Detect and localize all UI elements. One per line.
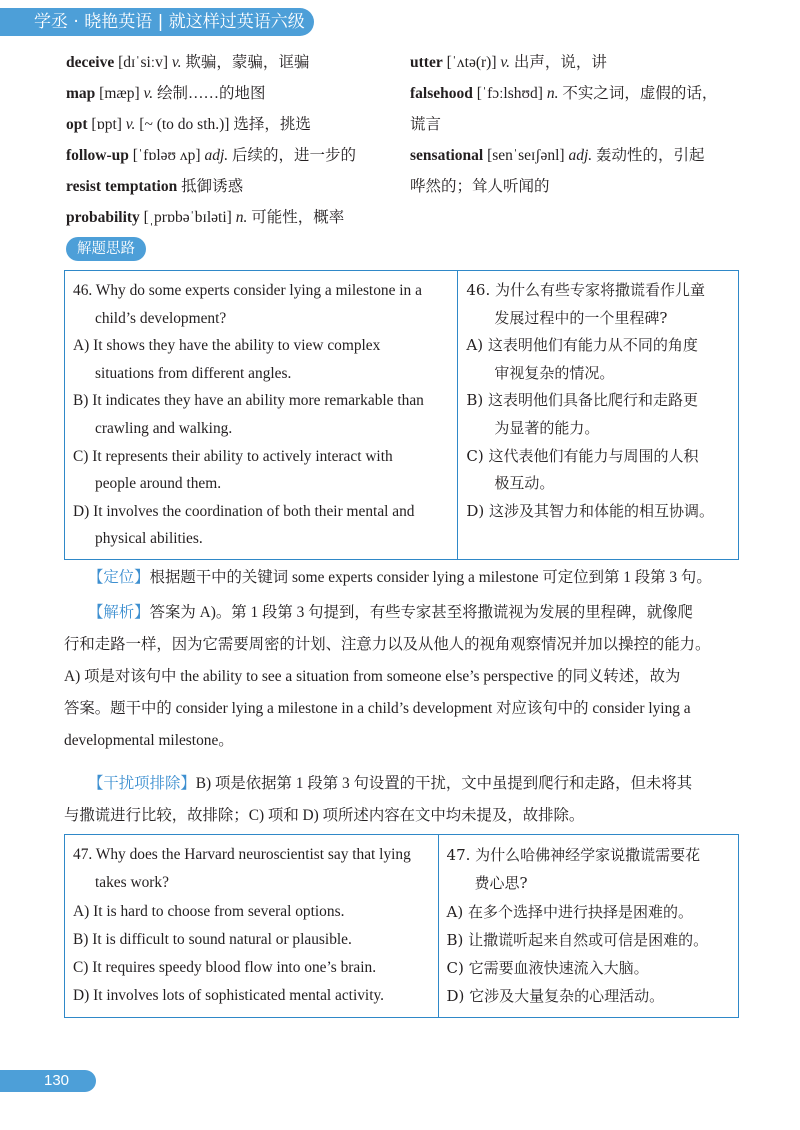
distractor-paragraph: 【干扰项排除】B) 项是依据第 1 段第 3 句设置的干扰，文中虽提到爬行和走路，但未将其 与撒谎进行比较，故排除；C) 项和 D) 项所述内容在文中均未提及，故排除。: [64, 768, 744, 832]
vocab-entry-falsehood-cont: 谎言: [410, 116, 442, 133]
question-47-box: [64, 834, 739, 1018]
explain-line-1: 【解析】答案为 A)。第 1 段第 3 句提到，有些专家甚至将撒谎视为发展的里程碑，就像爬: [88, 604, 693, 621]
vocab-entry-map: map [mæp] v. 绘制……的地图: [66, 85, 266, 102]
locate-paragraph: 【定位】根据题干中的关键词 some experts consider lying a milestone 可定位到第 1 段第 3 句。: [88, 569, 712, 586]
vocab-entry-probability: probability [ˌprɒbəˈbɪləti] n. 可能性，概率: [66, 209, 345, 226]
distractor-line-1: 【干扰项排除】B) 项是依据第 1 段第 3 句设置的干扰，文中虽提到爬行和走路，但未将其: [88, 775, 693, 792]
running-header: 学丞 · 晓艳英语 | 就这样过英语六级: [0, 8, 314, 36]
question-47-chinese: 47. 为什么哈佛神经学家说撒谎需要花 费心思? A) 在多个选择中进行抉择是困难的。 B) 让撒谎听起来自然或可信是困难的。 C) 它需要血液快速流入大脑。 D) 它涉及大量复杂的心理活动。: [438, 835, 738, 1018]
vocab-entry-falsehood: falsehood [ˈfɔːlshʊd] n. 不实之词，虚假的话，: [410, 85, 718, 102]
vocab-entry-utter: utter [ˈʌtə(r)] v. 出声，说，讲: [410, 54, 607, 71]
page-number: 130: [0, 1070, 96, 1092]
section-label: 解题思路: [66, 237, 146, 261]
question-46-english: 46. Why do some experts consider lying a milestone in a child’s development? A) It shows they have the ability to view complex situations from different angles. B) It indicates they have an ability more remarkable than crawling and walking. C) It represents their ability to actively interact with people around them. D) It involves the coordination of both their mental and physical abilities.: [65, 271, 458, 560]
question-47-english: 47. Why does the Harvard neuroscientist say that lying takes work? A) It is hard to choose from several options. B) It is difficult to sound natural or plausible. C) It requires speedy blood flow into one’s brain. D) It involves lots of sophisticated mental activity.: [65, 835, 439, 1018]
vocab-entry-opt: opt [ɒpt] v. [~ (to do sth.)] 选择，挑选: [66, 116, 311, 133]
vocab-entry-sensational: sensational [senˈseɪʃənl] adj. 轰动性的，引起: [410, 147, 705, 164]
vocab-entry-follow-up: follow-up [ˈfɒləʊ ʌp] adj. 后续的，进一步的: [66, 147, 357, 164]
explain-paragraph: 【解析】答案为 A)。第 1 段第 3 句提到，有些专家甚至将撒谎视为发展的里程碑，就像爬 行和走路一样，因为它需要周密的计划、注意力以及从他人的视角观察情况并加以操控的能力。 A) 项是对该句中 the ability to see a situation from someone else’s perspective 的同义转述，故为 答案。题干中的 consider lying a milestone in a child’s development 对应该句中的 consider lying a developmental milestone。: [64, 597, 744, 757]
vocab-entry-deceive: deceive [dɪˈsiːv] v. 欺骗，蒙骗，诓骗: [66, 54, 310, 71]
vocab-entry-resist-temptation: resist temptation 抵御诱惑: [66, 178, 244, 195]
vocab-entry-sensational-cont: 哗然的；耸人听闻的: [410, 178, 550, 195]
question-46-box: [64, 270, 739, 560]
question-46-chinese: 46. 为什么有些专家将撒谎看作儿童 发展过程中的一个里程碑? A) 这表明他们有能力从不同的角度 审视复杂的情况。 B) 这表明他们具备比爬行和走路更 为显著的能力。 C) 这代表他们有能力与周围的人积 极互动。 D) 这涉及其智力和体能的相互协调。: [458, 271, 739, 560]
